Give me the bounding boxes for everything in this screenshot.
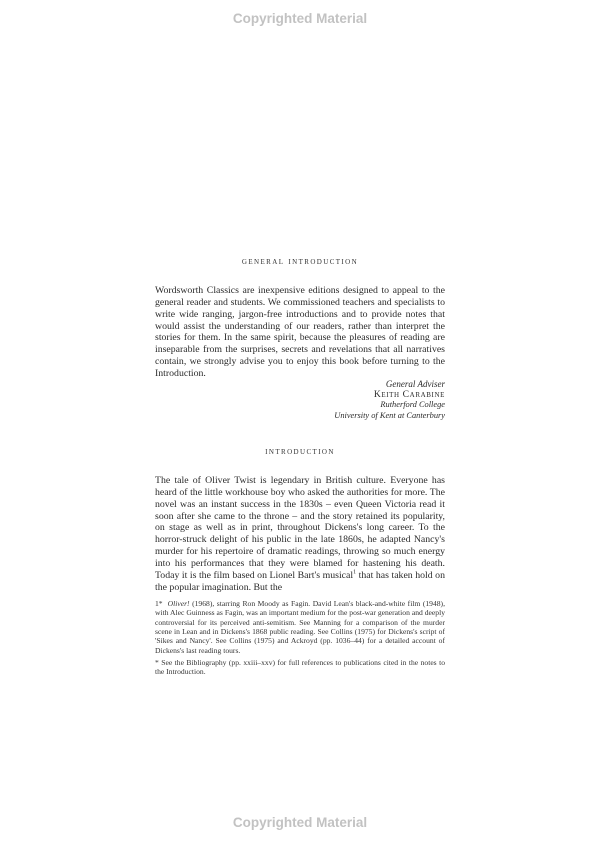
watermark-bottom: Copyrighted Material (232, 815, 368, 830)
general-introduction-heading: general introduction (241, 256, 359, 267)
introduction-text (155, 475, 445, 593)
signature-university: University of Kent at Canterbury (334, 410, 445, 420)
footnote-1-text: (1968), starring Ron Moody as Fagin. David Lean's black-and-white film (1948), with Alec Guinness as Fagin, was an important medium for the post-war generation and deeply controversial for its perceived anti-semitism. See Manning for a comparison of the murder scene in Lean and in Dickens's 1868 public reading. See Collins (1975) for Dickens's script of 'Sikes and Nancy'. See Collins (1975) and Ackroyd (pp. 1036–44) for a detailed account of Dickens's last reading tours. (155, 599, 445, 655)
footnote-2: * See the Bibliography (pp. xxiii–xxv) for full references to publications cited in the notes to the Introduction. (155, 658, 445, 677)
introduction-text-part2: that has taken hold on the popular imagination. But the (155, 569, 445, 593)
general-introduction-text: Wordsworth Classics are inexpensive editions designed to appeal to the general reader and students. We commissioned teachers and specialists to write wide ranging, jargon-free introductions and to provide notes that would assist the understanding of our readers, rather than interpret the stories for them. In the same spirit, because the pleasures of reading are inseparable from the surprises, secrets and revelations that all narratives contain, we strongly advise you to enjoy this book before turning to the Introduction. (155, 285, 445, 379)
footnotes (155, 599, 445, 680)
general-adviser-signature (200, 379, 445, 421)
footnote-1 (155, 599, 445, 655)
signature-name: Keith Carabine (373, 388, 445, 400)
footnote-1-title: Oliver! (167, 599, 190, 608)
introduction-heading: introduction (265, 446, 335, 457)
footnote-reference: 1 (353, 569, 357, 576)
signature-role: General Adviser (385, 379, 445, 389)
signature-college: Rutherford College (380, 400, 445, 410)
introduction-text-part1: The tale of Oliver Twist is legendary in British culture. Everyone has heard of the little workhouse boy who asked the authorities for more. The novel was an instant success in the 1830s – even Queen Victoria read it soon after she came to the throne – and the story retained its popularity, on stage as well as in print, throughout Dickens's long career. To the horror-struck delight of his public in the late 1860s, he adapted Nancy's murder for his repertoire of dramatic readings, throwing so much energy into his performances that they were blamed for hastening his death. Today it is the film based on Lionel Bart's musical (155, 475, 445, 581)
watermark-top: Copyrighted Material (232, 11, 368, 26)
footnote-1-marker: 1* (155, 599, 163, 608)
